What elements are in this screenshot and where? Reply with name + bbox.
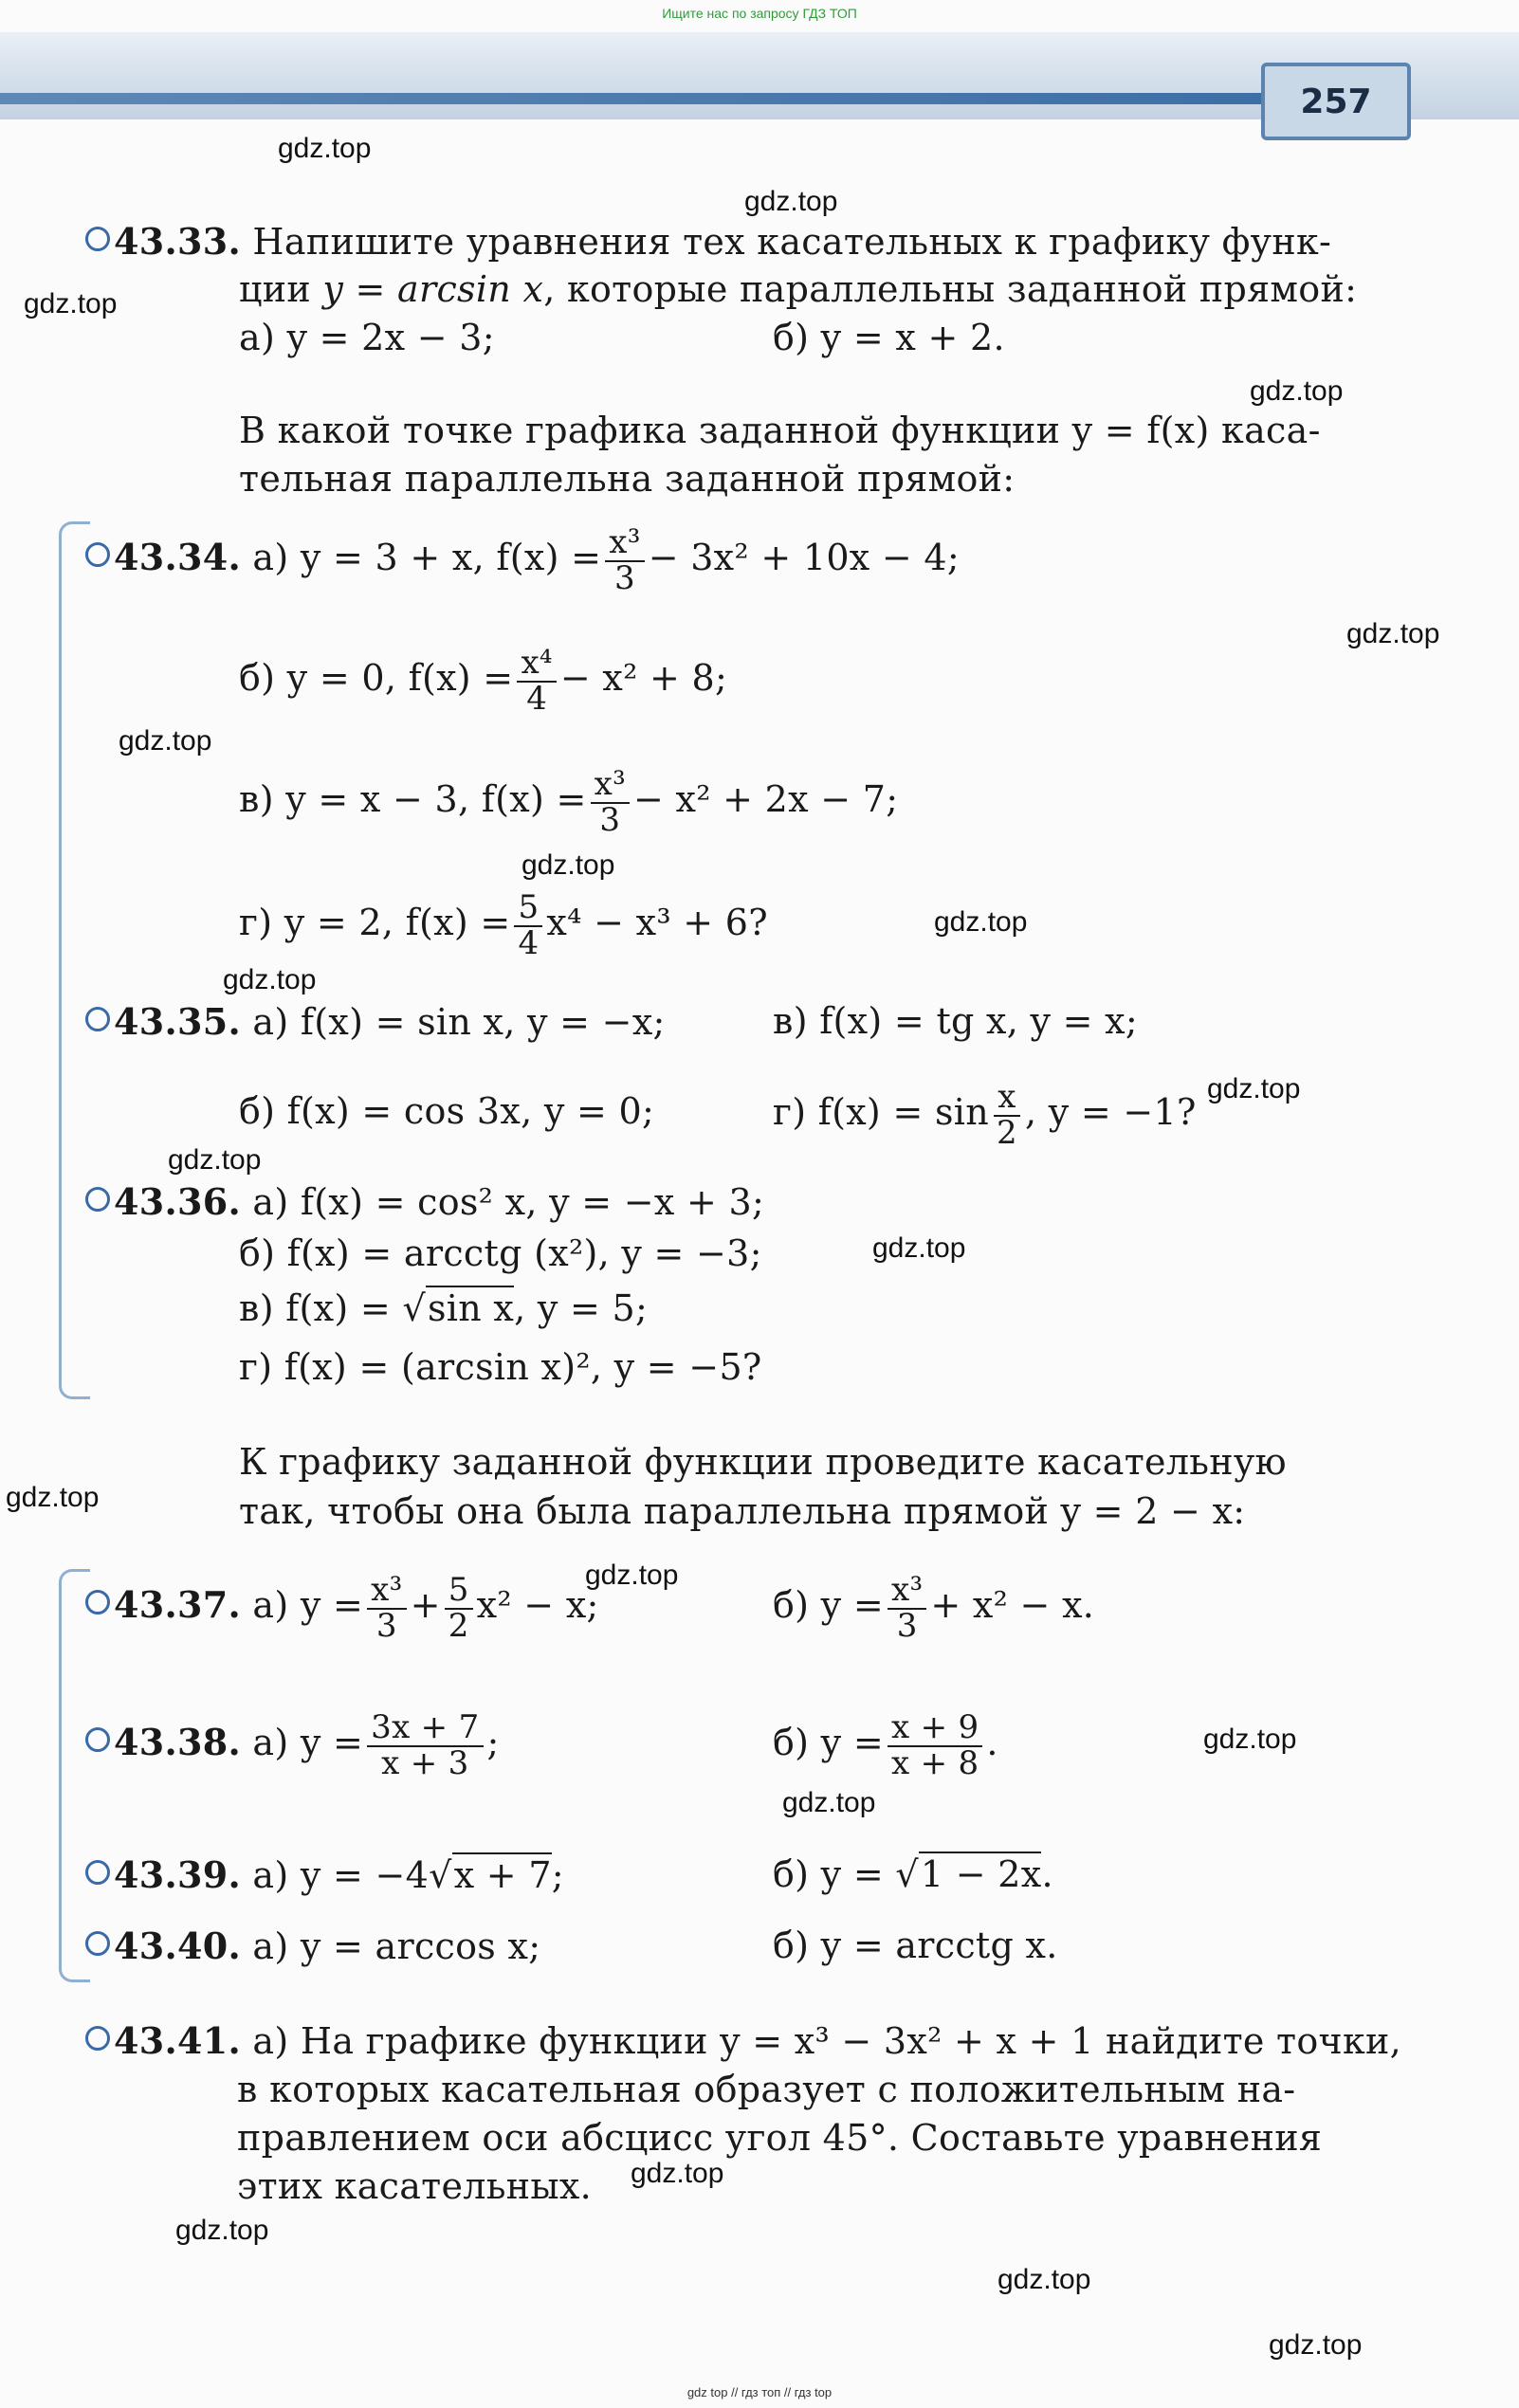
numerator: x + 9	[888, 1711, 982, 1747]
problem-number: 43.39.	[114, 1853, 242, 1896]
intro-text: тельная параллельна заданной прямой:	[239, 458, 1016, 500]
formula: г) f(x) = sin	[773, 1091, 989, 1134]
problem-43-33-b	[773, 317, 1005, 358]
problem-43-41-line-4	[237, 2165, 592, 2207]
formula: б) f(x) = cos 3x, y = 0;	[239, 1090, 655, 1132]
formula: в) f(x) = tg x, y = x;	[773, 1000, 1139, 1042]
formula: а) f(x) = cos² x, y = −x + 3;	[252, 1181, 765, 1223]
denominator: 2	[997, 1113, 1017, 1152]
circle-marker-icon	[85, 1007, 110, 1031]
numerator: x³	[367, 1574, 406, 1610]
intro-text: К графику заданной функции проведите касательную	[239, 1441, 1287, 1483]
problem-43-35-c	[773, 1000, 1138, 1042]
problem-number: 43.37.	[114, 1583, 242, 1627]
problem-43-37-b	[773, 1571, 1095, 1645]
problem-text: , которые параллельны заданной прямой:	[543, 268, 1358, 310]
watermark: gdz.top	[6, 1482, 100, 1513]
denominator: 2	[448, 1606, 469, 1645]
denominator: x + 3	[381, 1743, 469, 1782]
problem-43-35-d	[773, 1078, 1197, 1152]
problem-43-34-d	[239, 888, 768, 962]
watermark: gdz.top	[744, 186, 838, 217]
watermark: gdz.top	[585, 1560, 679, 1591]
circle-marker-icon	[85, 1590, 110, 1614]
problem-text: правлением оси абсцисс угол 45°. Составьте уравнения	[237, 2117, 1323, 2159]
formula: , y = 5;	[514, 1287, 649, 1329]
radicand: sin x	[427, 1287, 515, 1329]
fraction	[445, 1571, 473, 1645]
denominator: 4	[518, 923, 540, 962]
formula: в) f(x) = √	[239, 1287, 426, 1329]
fraction	[514, 888, 542, 962]
problem-43-36-d	[239, 1346, 762, 1388]
watermark: gdz.top	[278, 133, 372, 164]
problem-text: а) На графике функции y = x³ − 3x² + x + 1 найдите точки,	[252, 2020, 1402, 2062]
formula: г) y = 2, f(x) =	[239, 902, 511, 944]
problem-43-39-a	[85, 1853, 564, 1896]
fraction	[993, 1078, 1021, 1152]
numerator: x³	[591, 768, 630, 804]
problem-43-37-a	[85, 1571, 599, 1645]
problem-number: 43.40.	[114, 1925, 242, 1967]
watermark: gdz.top	[168, 1144, 262, 1176]
formula: б) f(x) = arcctg (x²), y = −3;	[239, 1232, 762, 1274]
watermark: gdz.top	[872, 1232, 966, 1264]
problem-43-41-line-2	[237, 2069, 1295, 2110]
problem-43-41-line-1	[85, 2019, 1401, 2062]
formula: − x² + 2x − 7;	[633, 778, 899, 821]
problem-43-36-c	[239, 1287, 648, 1329]
watermark: gdz.top	[119, 725, 212, 757]
problem-43-35-a	[85, 1000, 666, 1043]
formula: ;	[551, 1854, 564, 1896]
fraction	[517, 644, 556, 718]
watermark: gdz.top	[522, 849, 615, 881]
formula: +	[410, 1584, 441, 1627]
fraction	[367, 1571, 406, 1645]
problem-43-40-b	[773, 1925, 1058, 1966]
numerator: 3x + 7	[367, 1711, 483, 1747]
formula: x⁴ − x³ + 6?	[546, 902, 768, 944]
formula: б) y = arcctg x.	[773, 1925, 1058, 1966]
formula: б) y =	[773, 1584, 884, 1627]
denominator: 4	[526, 679, 548, 718]
watermark: gdz.top	[24, 288, 118, 319]
problem-number: 43.34.	[114, 536, 242, 579]
numerator: x	[994, 1081, 1019, 1117]
problem-43-38-a	[85, 1708, 500, 1782]
formula: в) y = x − 3, f(x) =	[239, 778, 587, 821]
problem-43-35-b	[239, 1090, 654, 1132]
formula: а) f(x) = sin x, y = −x;	[252, 1001, 666, 1043]
problem-43-36-b	[239, 1232, 762, 1274]
circle-marker-icon	[85, 1931, 110, 1956]
watermark: gdz.top	[1346, 618, 1440, 649]
formula: − 3x² + 10x − 4;	[648, 537, 961, 579]
fraction	[888, 1708, 982, 1782]
formula: x² − x;	[476, 1584, 599, 1627]
section-intro-2-line-2	[239, 1490, 1245, 1532]
problem-43-41-line-3	[237, 2117, 1322, 2159]
problem-43-33-line-1	[85, 220, 1331, 263]
problem-43-34-c	[239, 765, 899, 839]
watermark: gdz.top	[1269, 2329, 1363, 2361]
watermark: gdz.top	[1250, 375, 1344, 407]
denominator: 3	[614, 558, 635, 597]
problem-43-40-a	[85, 1925, 540, 1967]
formula: б) y =	[773, 1722, 884, 1764]
watermark: gdz.top	[175, 2215, 269, 2246]
circle-marker-icon	[85, 1727, 110, 1752]
section-intro-1-line-2	[239, 458, 1015, 500]
formula: б) y = √	[773, 1853, 919, 1895]
group-bracket-1	[59, 521, 90, 1399]
numerator: 5	[445, 1574, 473, 1610]
formula: а) y = arccos x;	[252, 1925, 541, 1967]
fraction	[605, 523, 644, 597]
circle-marker-icon	[85, 542, 110, 567]
numerator: x³	[605, 526, 644, 562]
formula: .	[986, 1722, 998, 1764]
section-intro-1	[239, 410, 1321, 451]
section-intro-2	[239, 1441, 1287, 1483]
problem-number: 43.41.	[114, 2019, 242, 2062]
formula: y = arcsin x	[322, 268, 544, 310]
top-note: Ищите нас по запросу ГДЗ ТОП	[662, 6, 857, 21]
formula: а) y =	[252, 1722, 364, 1764]
problem-number: 43.33.	[114, 220, 242, 263]
watermark: gdz.top	[1203, 1724, 1297, 1755]
problem-text: ции	[239, 268, 323, 310]
formula: а) y = 2x − 3;	[239, 317, 495, 358]
watermark: gdz.top	[223, 964, 317, 995]
problem-number: 43.35.	[114, 1000, 242, 1043]
problem-text: Напишите уравнения тех касательных к графику функ-	[252, 221, 1332, 263]
formula: .	[1041, 1853, 1053, 1895]
watermark: gdz.top	[782, 1787, 876, 1818]
watermark: gdz.top	[997, 2264, 1091, 2295]
problem-43-33-a	[239, 317, 495, 358]
problem-43-38-b	[773, 1708, 998, 1782]
problem-text: этих касательных.	[237, 2165, 593, 2207]
formula: б) y = x + 2.	[773, 317, 1005, 358]
numerator: x³	[888, 1574, 926, 1610]
formula: а) y =	[252, 1584, 364, 1627]
formula: − x² + 8;	[559, 657, 728, 700]
page-number: 257	[1261, 63, 1411, 140]
circle-marker-icon	[85, 2026, 110, 2051]
formula: а) y = −4√	[252, 1854, 452, 1896]
fraction	[888, 1571, 926, 1645]
watermark: gdz.top	[1207, 1073, 1301, 1104]
circle-marker-icon	[85, 1860, 110, 1885]
problem-43-34-a	[85, 523, 961, 597]
numerator: 5	[514, 891, 542, 927]
problem-43-34-b	[239, 644, 728, 718]
fraction	[591, 765, 630, 839]
formula: г) f(x) = (arcsin x)², y = −5?	[239, 1346, 762, 1388]
denominator: x + 8	[890, 1743, 979, 1782]
formula: б) y = 0, f(x) =	[239, 657, 514, 700]
denominator: 3	[896, 1606, 918, 1645]
fraction	[367, 1708, 483, 1782]
problem-number: 43.38.	[114, 1721, 242, 1764]
header-stripe	[0, 93, 1271, 104]
formula: , y = −1?	[1024, 1091, 1197, 1134]
watermark: gdz.top	[631, 2158, 724, 2189]
radicand: x + 7	[453, 1854, 552, 1896]
problem-number: 43.36.	[114, 1180, 242, 1223]
radicand: 1 − 2x	[920, 1853, 1042, 1895]
circle-marker-icon	[85, 1187, 110, 1212]
watermark: gdz.top	[934, 906, 1028, 938]
problem-43-36-a	[85, 1180, 764, 1223]
denominator: 3	[375, 1606, 397, 1645]
problem-43-39-b	[773, 1853, 1053, 1895]
problem-text: в которых касательная образует с положительным на-	[237, 2069, 1296, 2110]
circle-marker-icon	[85, 227, 110, 251]
intro-text: так, чтобы она была параллельна прямой y = 2 − x:	[239, 1490, 1246, 1532]
denominator: 3	[599, 800, 621, 839]
formula: ;	[486, 1722, 500, 1764]
intro-text: В какой точке графика заданной функции y = f(x) каса-	[239, 410, 1321, 451]
numerator: x⁴	[517, 647, 556, 683]
formula: + x² − x.	[930, 1584, 1095, 1627]
footer-note: gdz top // гдз топ // гдз top	[686, 2385, 833, 2399]
problem-43-33-line-2	[239, 268, 1357, 310]
formula: а) y = 3 + x, f(x) =	[252, 537, 602, 579]
